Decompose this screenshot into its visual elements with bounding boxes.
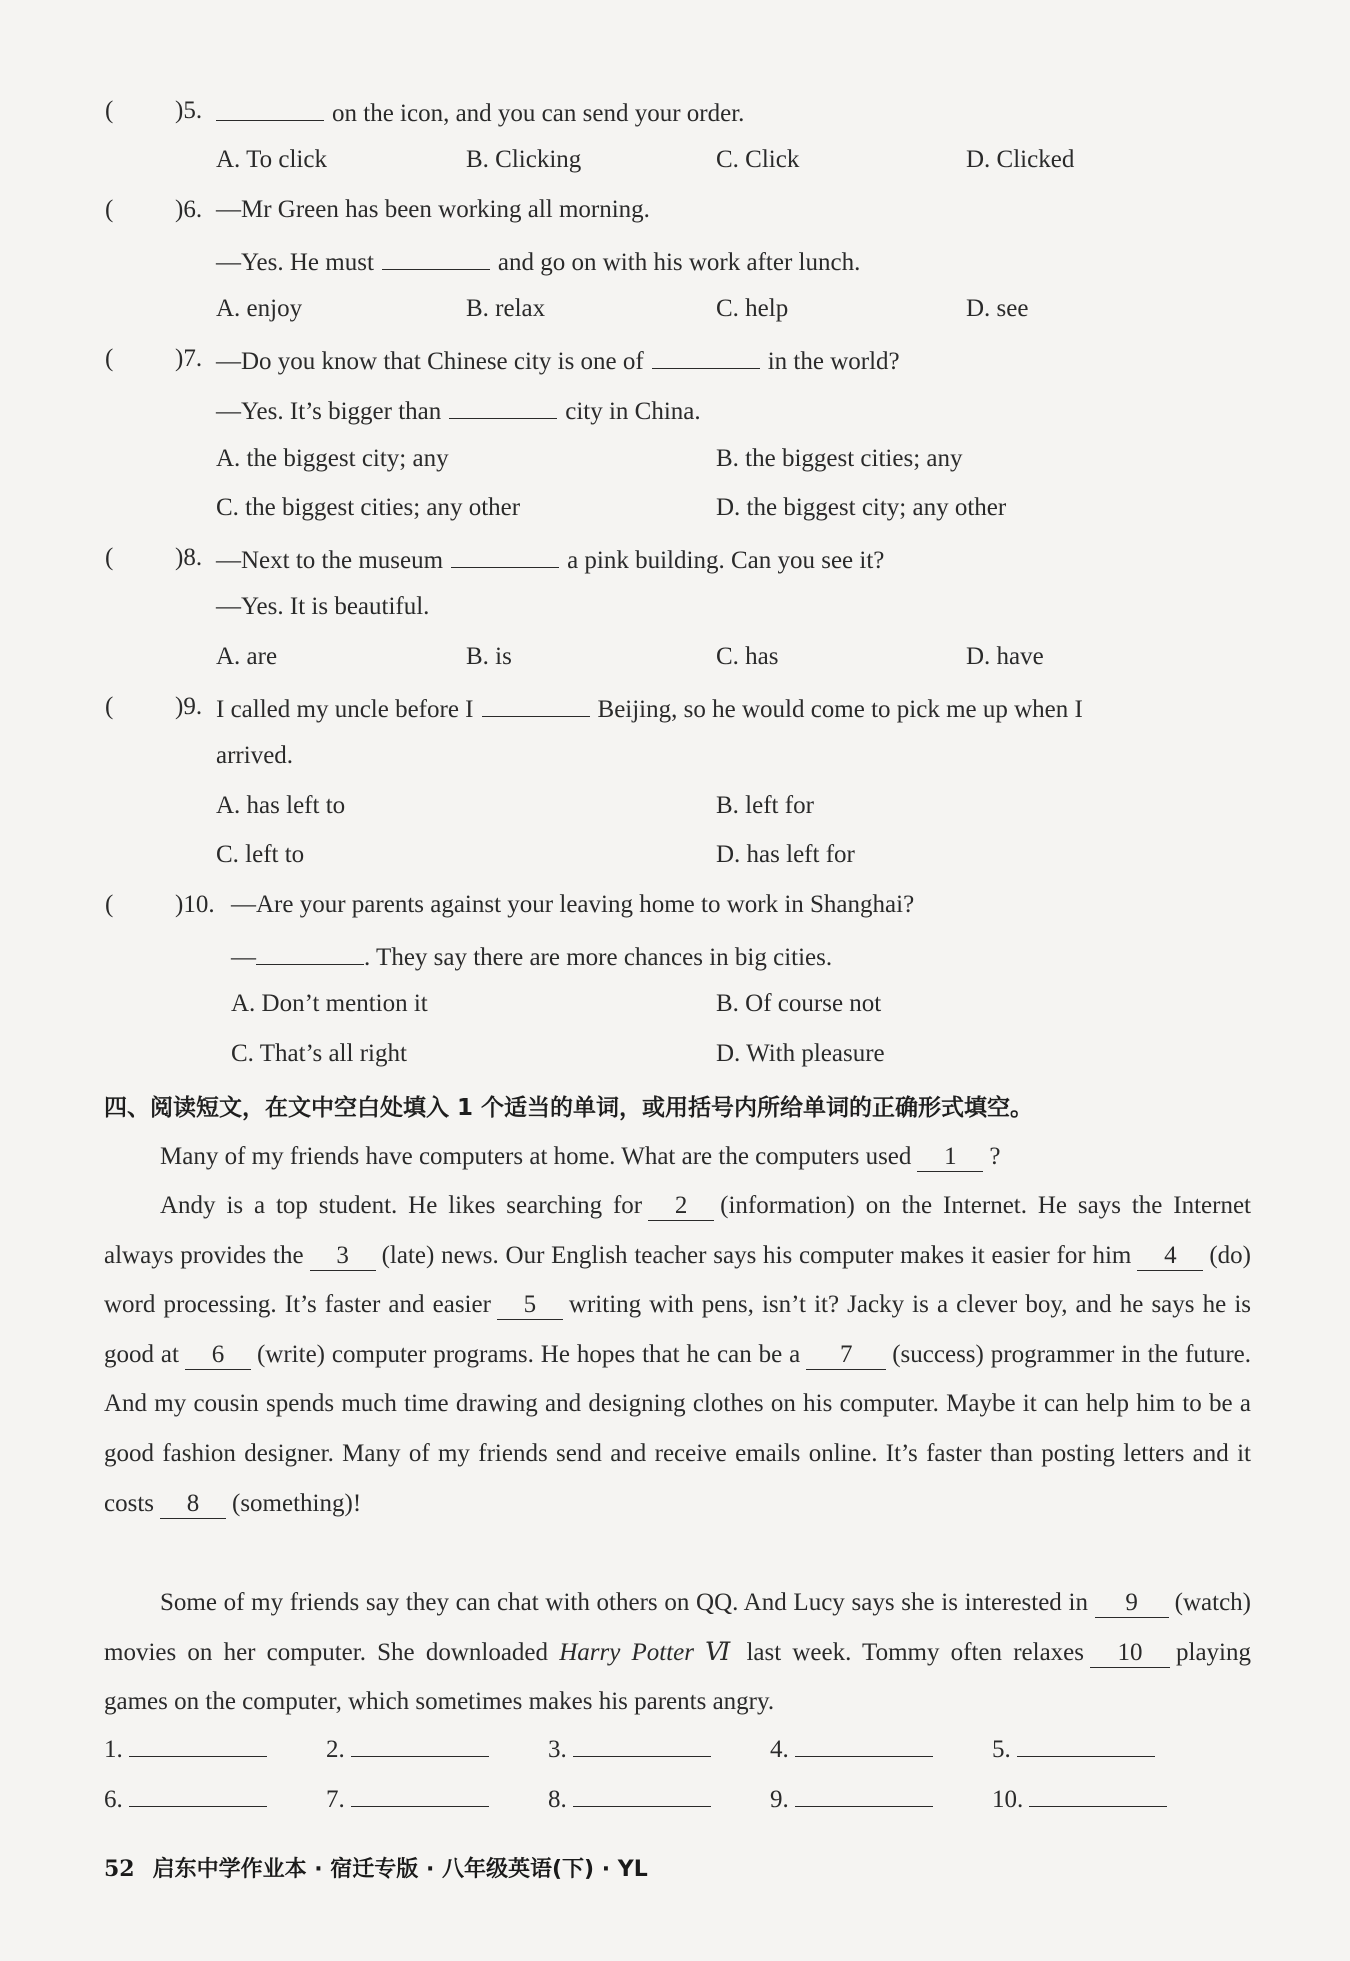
answer-blank[interactable] bbox=[129, 1732, 267, 1757]
answer-blank[interactable] bbox=[573, 1732, 711, 1757]
numbered-blank: 9 bbox=[1095, 1589, 1169, 1618]
answer-label: 10. bbox=[992, 1786, 1024, 1813]
numbered-blank: 1 bbox=[917, 1143, 983, 1172]
answer-line-6[interactable] bbox=[104, 1782, 267, 1817]
option-d: D. With pleasure bbox=[716, 1040, 885, 1067]
passage-paragraph-2 bbox=[104, 1181, 1251, 1528]
blank bbox=[382, 243, 490, 270]
question-number: )8. bbox=[175, 544, 203, 571]
option-d: D. Clicked bbox=[966, 146, 1075, 173]
option-c: C. left to bbox=[216, 841, 305, 868]
passage-text: Many of my friends have computers at home. What are the computers used bbox=[160, 1143, 912, 1170]
answer-paren: ( bbox=[105, 891, 114, 918]
blank bbox=[216, 94, 324, 121]
option-a: A. Don’t mention it bbox=[231, 990, 428, 1017]
answer-line-5[interactable] bbox=[992, 1732, 1155, 1767]
answer-blank[interactable] bbox=[351, 1732, 489, 1757]
numbered-blank: 2 bbox=[648, 1192, 714, 1221]
reply-text-end: and go on with his work after lunch. bbox=[497, 249, 861, 276]
question-number: )10. bbox=[175, 891, 215, 918]
option-d: D. have bbox=[966, 643, 1044, 670]
option-a: A. the biggest city; any bbox=[216, 445, 449, 472]
passage-text: (something)! bbox=[232, 1489, 362, 1517]
section-title: 四、阅读短文，在文中空白处填入 1 个适当的单词，或用括号内所给单词的正确形式填空。 bbox=[104, 1095, 1034, 1121]
question-number: )6. bbox=[175, 196, 203, 223]
blank bbox=[652, 342, 760, 369]
answer-paren: ( bbox=[105, 345, 114, 372]
numbered-blank: 8 bbox=[160, 1490, 226, 1519]
answer-label: 3. bbox=[548, 1736, 567, 1763]
numbered-blank: 4 bbox=[1137, 1242, 1203, 1271]
answer-label: 2. bbox=[326, 1736, 345, 1763]
option-c: C. That’s all right bbox=[231, 1040, 407, 1067]
question-number: )7. bbox=[175, 345, 203, 372]
answer-label: 1. bbox=[104, 1736, 123, 1763]
passage-text: (information) on the Internet. He says the Internet always provides the bbox=[104, 1192, 1252, 1269]
question-text: —Are your parents against your leaving home to work in Shanghai? bbox=[231, 891, 915, 918]
reply-text: —Yes. He must bbox=[216, 249, 374, 276]
passage-text: Some of my friends say they can chat with others on QQ. And Lucy says she is interested in bbox=[160, 1589, 1088, 1616]
reply-text: —Yes. It is beautiful. bbox=[216, 593, 430, 620]
answer-line-9[interactable] bbox=[770, 1782, 933, 1817]
question-text: on the icon, and you can send your order. bbox=[332, 100, 745, 127]
option-c: C. Click bbox=[716, 146, 800, 173]
option-b: B. is bbox=[466, 643, 512, 670]
page-footer bbox=[104, 1852, 648, 1883]
reply-text-end: . They say there are more chances in big cities. bbox=[364, 944, 833, 971]
option-c: C. has bbox=[716, 643, 779, 670]
passage-text: Andy is a top student. He likes searching for bbox=[160, 1192, 643, 1219]
answer-label: 7. bbox=[326, 1786, 345, 1813]
option-a: A. are bbox=[216, 643, 278, 670]
answer-label: 6. bbox=[104, 1786, 123, 1813]
answer-line-3[interactable] bbox=[548, 1732, 711, 1767]
passage-paragraph-1 bbox=[104, 1132, 1251, 1182]
question-text: —Mr Green has been working all morning. bbox=[216, 196, 650, 223]
question-text-end: a pink building. Can you see it? bbox=[567, 547, 885, 574]
answer-blank[interactable] bbox=[351, 1782, 489, 1807]
question-number: )9. bbox=[175, 693, 203, 720]
answer-paren: ( bbox=[105, 693, 114, 720]
answer-line-7[interactable] bbox=[326, 1782, 489, 1817]
book-title: Harry Potter Ⅵ bbox=[559, 1638, 736, 1666]
question-text-cont: arrived. bbox=[216, 742, 294, 769]
passage-text: (success) programmer in the future. And my cousin spends much time drawing and designing clothes on his computer. Maybe it can help him to be a good fashion designer. Many of my friends send and receive emails online. It’s faster than posting letters and it costs bbox=[104, 1340, 1252, 1517]
reply-text-end: city in China. bbox=[565, 398, 701, 425]
answer-blank[interactable] bbox=[1017, 1732, 1155, 1757]
page-number: 52 bbox=[104, 1856, 135, 1882]
reply-text: —Yes. It’s bigger than bbox=[216, 398, 442, 425]
answer-paren: ( bbox=[105, 544, 114, 571]
passage-text: (do) word processing. It’s faster and easier bbox=[104, 1241, 1251, 1319]
passage-text: ? bbox=[989, 1143, 1001, 1170]
option-d: D. see bbox=[966, 295, 1029, 322]
question-text-end: in the world? bbox=[767, 348, 900, 375]
question-text-end: Beijing, so he would come to pick me up when I bbox=[597, 696, 1083, 723]
option-c: C. help bbox=[716, 295, 789, 322]
answer-label: 4. bbox=[770, 1736, 789, 1763]
passage-text: (write) computer programs. He hopes that he can be a bbox=[256, 1340, 801, 1368]
option-b: B. relax bbox=[466, 295, 546, 322]
option-c: C. the biggest cities; any other bbox=[216, 494, 521, 521]
blank bbox=[449, 392, 557, 419]
answer-blank[interactable] bbox=[129, 1782, 267, 1807]
option-b: B. Clicking bbox=[466, 146, 582, 173]
book-title: 启东中学作业本 · 宿迁专版 · 八年级英语(下) · YL bbox=[152, 1857, 648, 1882]
question-text: I called my uncle before I bbox=[216, 696, 474, 723]
numbered-blank: 10 bbox=[1090, 1639, 1170, 1668]
option-a: A. enjoy bbox=[216, 295, 303, 322]
passage-text: (late) news. Our English teacher says his computer makes it easier for him bbox=[381, 1241, 1132, 1269]
answer-paren: ( bbox=[105, 97, 114, 124]
option-b: B. the biggest cities; any bbox=[716, 445, 963, 472]
answer-line-10[interactable] bbox=[992, 1782, 1167, 1817]
passage-text: last week. Tommy often relaxes bbox=[746, 1638, 1084, 1666]
answer-blank[interactable] bbox=[795, 1782, 933, 1807]
answer-blank[interactable] bbox=[1029, 1782, 1167, 1807]
answer-label: 8. bbox=[548, 1786, 567, 1813]
blank bbox=[482, 690, 590, 717]
numbered-blank: 5 bbox=[497, 1291, 563, 1320]
numbered-blank: 6 bbox=[185, 1341, 251, 1370]
passage-text: playing games on the computer, which sometimes makes his parents angry. bbox=[104, 1638, 1251, 1716]
option-d: D. has left for bbox=[716, 841, 855, 868]
passage-text: (watch) movies on her computer. She downloaded bbox=[104, 1589, 1251, 1666]
question-text: —Next to the museum bbox=[216, 547, 444, 574]
passage-paragraph-3 bbox=[104, 1578, 1251, 1727]
passage-text: writing with pens, isn’t it? Jacky is a clever boy, and he says he is good at bbox=[104, 1291, 1251, 1368]
numbered-blank: 7 bbox=[806, 1341, 886, 1370]
blank bbox=[256, 938, 364, 965]
reply-dash: — bbox=[231, 944, 256, 971]
answer-line-8[interactable] bbox=[548, 1782, 711, 1817]
blank bbox=[451, 541, 559, 568]
question-number: )5. bbox=[175, 97, 203, 124]
answer-line-1[interactable] bbox=[104, 1732, 267, 1767]
answer-line-4[interactable] bbox=[770, 1732, 933, 1767]
option-d: D. the biggest city; any other bbox=[716, 494, 1007, 521]
option-a: A. has left to bbox=[216, 792, 346, 819]
answer-line-2[interactable] bbox=[326, 1732, 489, 1767]
option-b: B. Of course not bbox=[716, 990, 882, 1017]
question-text: —Do you know that Chinese city is one of bbox=[216, 348, 644, 375]
answer-label: 9. bbox=[770, 1786, 789, 1813]
answer-blank[interactable] bbox=[573, 1782, 711, 1807]
numbered-blank: 3 bbox=[310, 1242, 376, 1271]
answer-label: 5. bbox=[992, 1736, 1011, 1763]
option-b: B. left for bbox=[716, 792, 814, 819]
option-a: A. To click bbox=[216, 146, 327, 173]
answer-blank[interactable] bbox=[795, 1732, 933, 1757]
answer-paren: ( bbox=[105, 196, 114, 223]
